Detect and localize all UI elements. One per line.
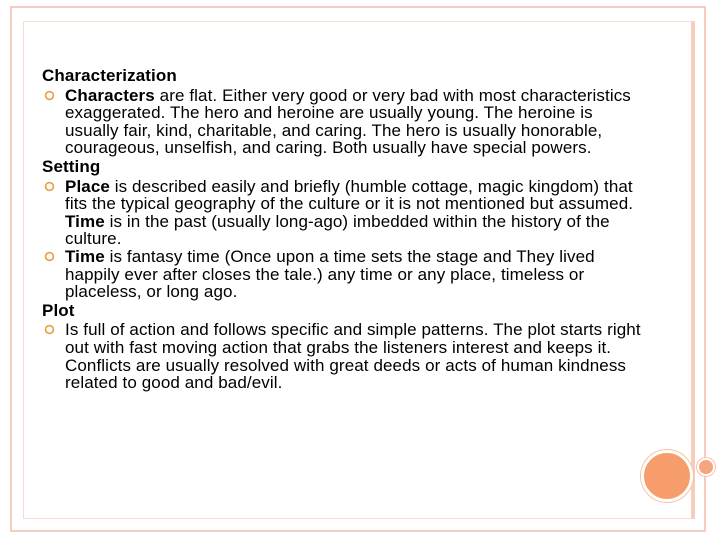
body-text: Is full of action and follows specific and simple patterns. The plot starts right out with fast moving action that grabs the listeners interest and keeps it. Conflicts are usually resolved with great deeds or acts of human kindness related to good and bad/evil. (65, 320, 641, 393)
keyword-text: Characters (65, 85, 155, 105)
bullet-item (42, 87, 642, 157)
keyword-text: Time (65, 211, 105, 231)
slide-body (42, 66, 642, 392)
hollow-circle-icon (44, 324, 55, 335)
bullet-item (42, 178, 642, 248)
hollow-circle-icon (44, 251, 55, 262)
body-text: is in the past (usually long-ago) imbedded within the history of the culture. (65, 211, 610, 249)
bullet-item (42, 321, 642, 391)
hollow-circle-icon (44, 90, 55, 101)
keyword-text: Time (65, 246, 105, 266)
keyword-text: Place (65, 176, 110, 196)
body-text: is described easily and briefly (humble cottage, magic kingdom) that fits the typical geography of the culture or it is not mentioned but assumed. (65, 176, 634, 214)
decorative-circle-large (641, 450, 693, 502)
decorative-circle-small (697, 458, 715, 476)
section-heading: Setting (42, 156, 101, 176)
bullet-item (42, 248, 642, 301)
section-heading: Characterization (42, 66, 177, 85)
hollow-circle-icon (44, 181, 55, 192)
section-heading: Plot (42, 300, 75, 320)
body-text: are flat. Either very good or very bad with most characteristics exaggerated. The hero and heroine are usually young. The heroine is usually fair, kind, charitable, and caring. The hero is usually honorable, courageous, unselfish, and caring. Both usually have special powers. (65, 85, 631, 158)
body-text: is fantasy time (Once upon a time sets the stage and They lived happily ever after closes the tale.) any time or any place, timeless or placeless, or long ago. (65, 246, 595, 302)
